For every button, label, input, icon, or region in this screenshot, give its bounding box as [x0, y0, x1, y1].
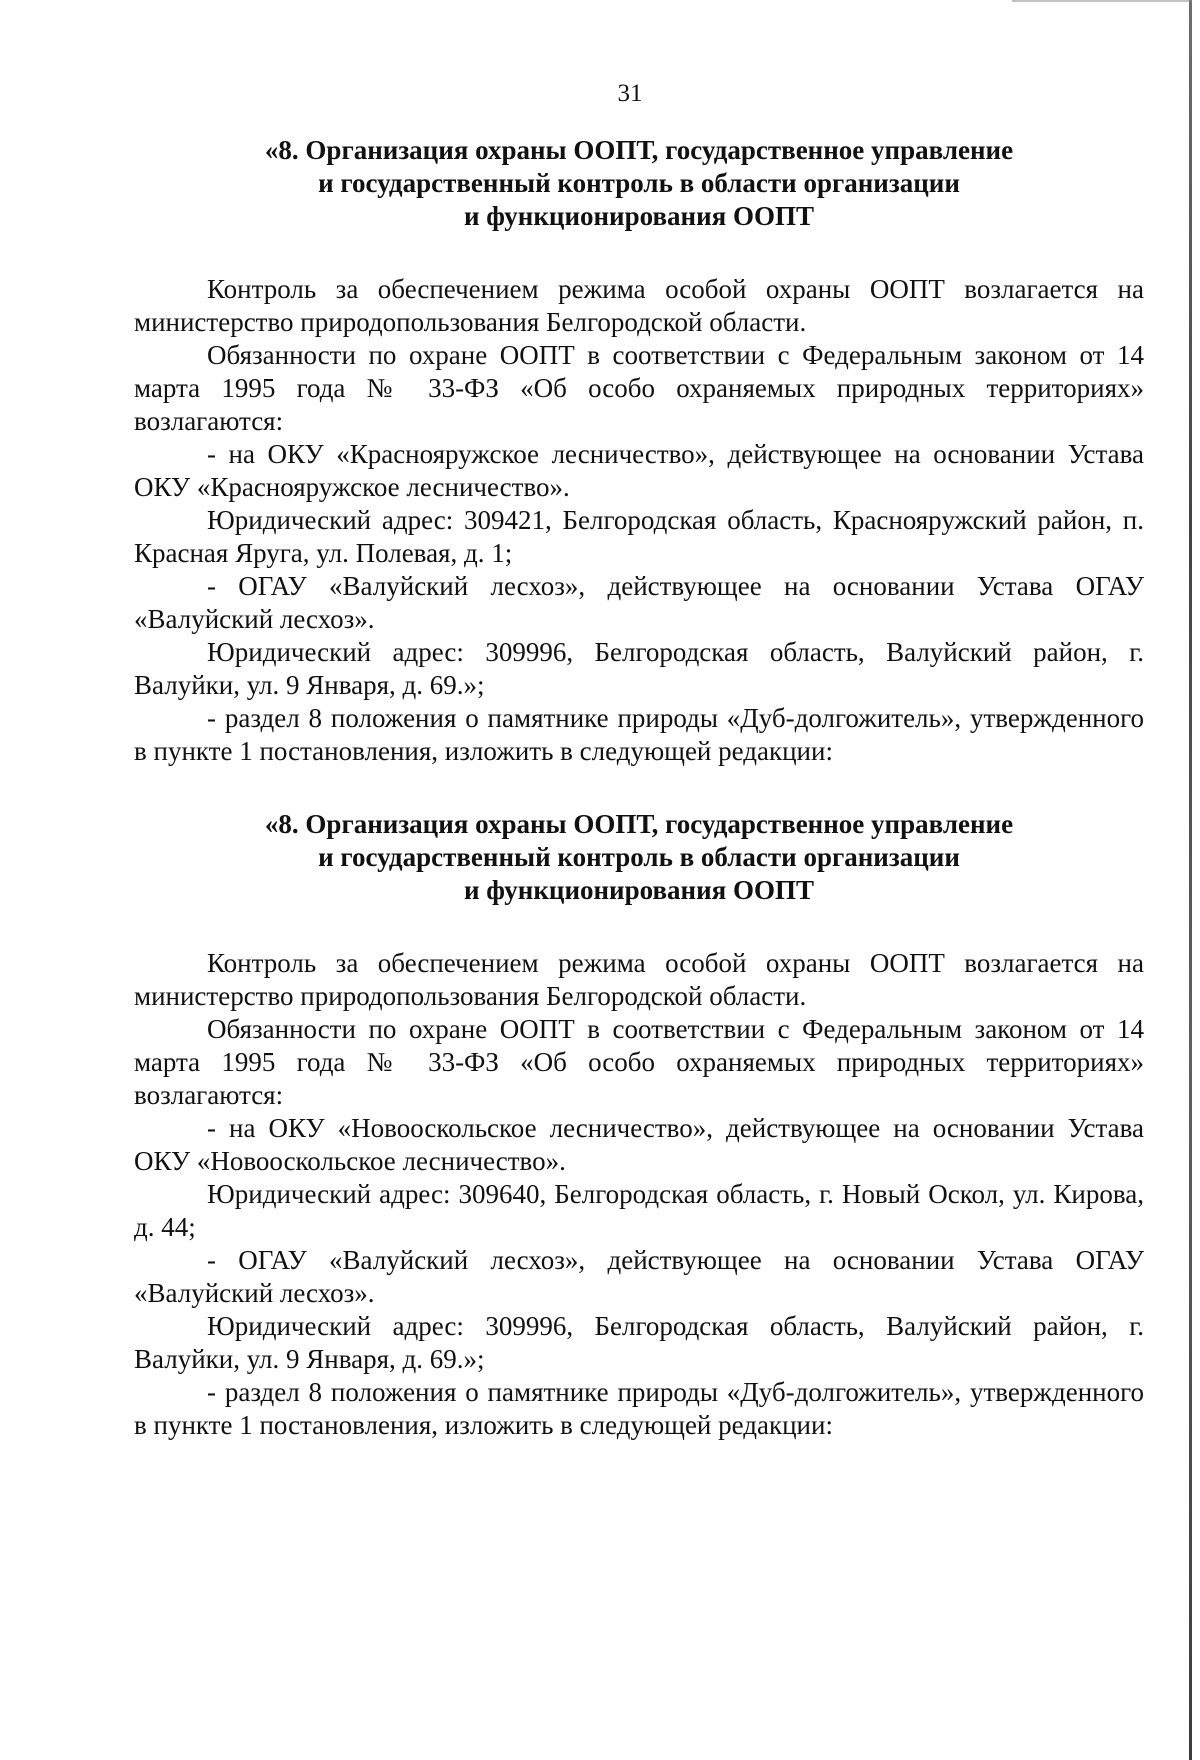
section-block-1	[134, 134, 1144, 768]
paragraph: Контроль за обеспечением режима особой охраны ООПТ возлагается на министерство природопользования Белгородской области.	[134, 274, 1144, 337]
paragraph: - ОГАУ «Валуйский лесхоз», действующее на основании Устава ОГАУ «Валуйский лесхоз».	[134, 1245, 1144, 1308]
paragraph: - на ОКУ «Новооскольское лесничество», действующее на основании Устава ОКУ «Новооскольское лесничество».	[134, 1113, 1144, 1176]
scan-edge-top-line	[1012, 0, 1192, 2]
heading-line: и государственный контроль в области организации	[318, 842, 960, 872]
heading-line: «8. Организация охраны ООПТ, государственное управление	[264, 809, 1014, 839]
paragraph: Юридический адрес: 309996, Белгородская область, Валуйский район, г. Валуйки, ул. 9 Января, д. 69.»;	[134, 637, 1144, 700]
section-heading	[134, 134, 1144, 233]
heading-line: «8. Организация охраны ООПТ, государственное управление	[264, 135, 1014, 165]
paragraph: Юридический адрес: 309996, Белгородская область, Валуйский район, г. Валуйки, ул. 9 Января, д. 69.»;	[134, 1311, 1144, 1374]
heading-line: и государственный контроль в области организации	[318, 168, 960, 198]
paragraph: Обязанности по охране ООПТ в соответствии с Федеральным законом от 14 марта 1995 года № 33-ФЗ «Об особо охраняемых природных территориях» возлагаются:	[134, 1014, 1144, 1110]
document-body	[134, 134, 1144, 1442]
paragraph: Обязанности по охране ООПТ в соответствии с Федеральным законом от 14 марта 1995 года № 33-ФЗ «Об особо охраняемых природных территориях» возлагаются:	[134, 340, 1144, 436]
paragraph: Юридический адрес: 309640, Белгородская область, г. Новый Оскол, ул. Кирова, д. 44;	[134, 1179, 1144, 1242]
paragraph: - ОГАУ «Валуйский лесхоз», действующее на основании Устава ОГАУ «Валуйский лесхоз».	[134, 571, 1144, 634]
paragraph: Контроль за обеспечением режима особой охраны ООПТ возлагается на министерство природопользования Белгородской области.	[134, 948, 1144, 1011]
section-block-2	[134, 808, 1144, 1442]
scan-edge-line	[1189, 0, 1192, 1760]
heading-line: и функционирования ООПТ	[463, 201, 815, 231]
paragraph: - раздел 8 положения о памятнике природы «Дуб-долгожитель», утвержденного в пункте 1 постановления, изложить в следующей редакции:	[134, 703, 1144, 766]
paragraph: Юридический адрес: 309421, Белгородская область, Краснояружский район, п. Красная Яруга, ул. Полевая, д. 1;	[134, 505, 1144, 568]
heading-line: и функционирования ООПТ	[463, 875, 815, 905]
paragraph: - на ОКУ «Краснояружское лесничество», действующее на основании Устава ОКУ «Краснояружское лесничество».	[134, 439, 1144, 502]
section-heading	[134, 808, 1144, 907]
page-number: 31	[617, 80, 643, 107]
paragraph: - раздел 8 положения о памятнике природы «Дуб-долгожитель», утвержденного в пункте 1 постановления, изложить в следующей редакции:	[134, 1377, 1144, 1440]
